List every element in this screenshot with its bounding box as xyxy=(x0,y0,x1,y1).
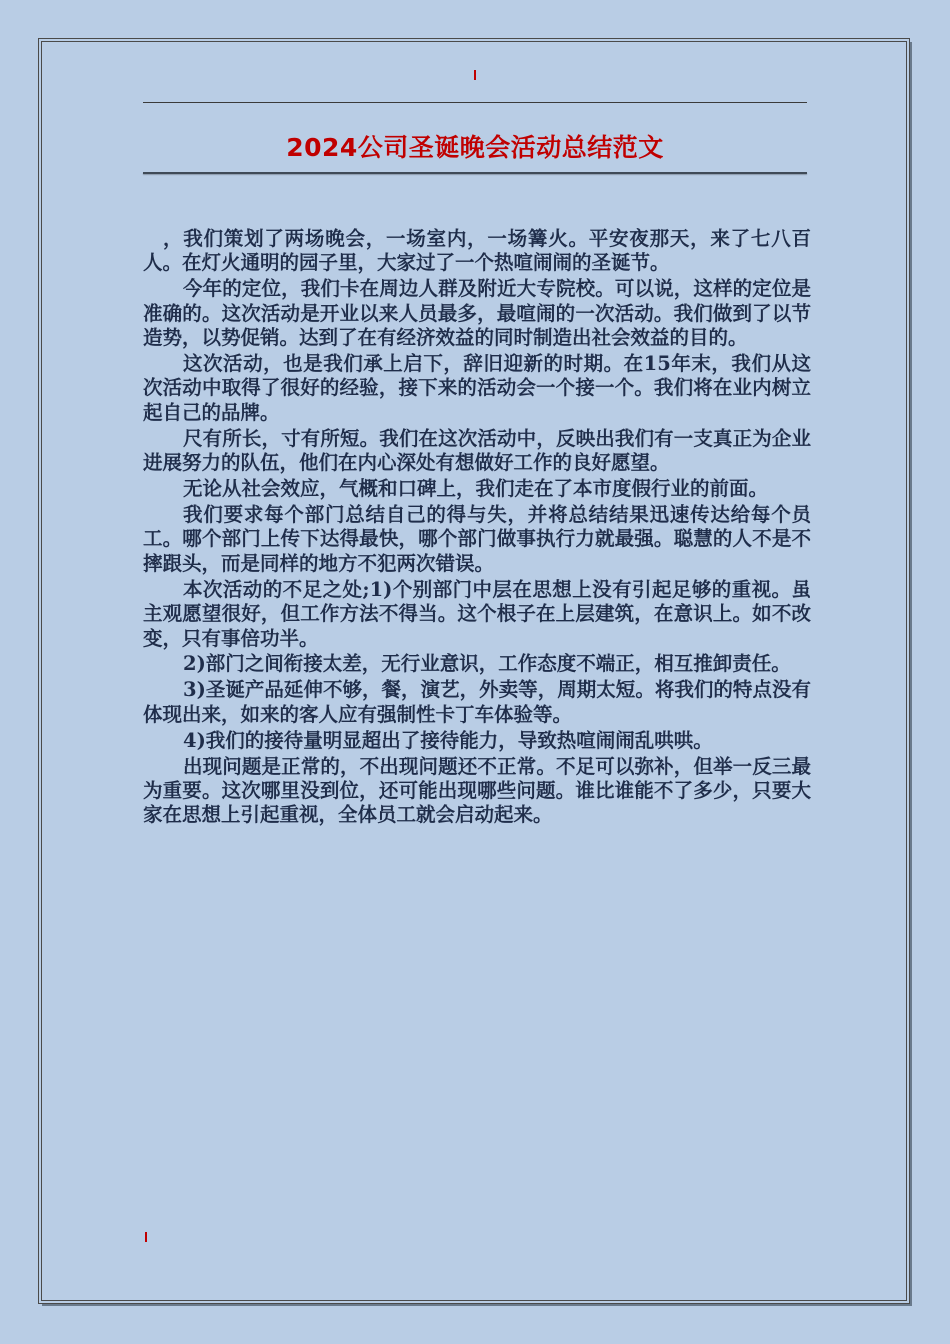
paragraph: 本次活动的不足之处;1)个别部门中层在思想上没有引起足够的重视。虽主观愿望很好，但工作方法不得当。这个根子在上层建筑，在意识上。如不改变，只有事倍功半。 xyxy=(143,577,811,650)
header-cursor-mark xyxy=(474,70,476,80)
document-body xyxy=(143,227,811,829)
paragraph: ，我们策划了两场晚会，一场室内，一场篝火。平安夜那天，来了七八百人。在灯火通明的园子里，大家过了一个热喧闹闹的圣诞节。 xyxy=(143,227,811,275)
paragraph: 4)我们的接待量明显超出了接待能力，导致热喧闹闹乱哄哄。 xyxy=(183,728,713,752)
document-title: 2024公司圣诞晚会活动总结范文 xyxy=(286,133,664,162)
paragraph: 尺有所长，寸有所短。我们在这次活动中，反映出我们有一支真正为企业进展努力的队伍，他们在内心深处有想做好工作的良好愿望。 xyxy=(143,426,811,475)
paragraph: 我们要求每个部门总结自己的得与失，并将总结结果迅速传达给每个员工。哪个部门上传下达得最快，哪个部门做事执行力就最强。聪慧的人不是不摔跟头，而是同样的地方不犯两次错误。 xyxy=(143,502,811,575)
paragraph: 今年的定位，我们卡在周边人群及附近大专院校。可以说，这样的定位是准确的。这次活动是开业以来人员最多，最喧闹的一次活动。我们做到了以节造势，以势促销。达到了在有经济效益的同时制造出社会效益的目的。 xyxy=(143,277,811,350)
header-rule xyxy=(143,102,807,103)
paragraph: 无论从社会效应，气概和口碑上，我们走在了本市度假行业的前面。 xyxy=(183,477,769,501)
paragraph: 3)圣诞产品延伸不够，餐，演艺，外卖等，周期太短。将我们的特点没有体现出来，如来的客人应有强制性卡丁车体验等。 xyxy=(143,678,811,726)
title-underline-rule xyxy=(143,172,807,174)
paragraph: 这次活动，也是我们承上启下，辞旧迎新的时期。在15年末，我们从这次活动中取得了很好的经验，接下来的活动会一个接一个。我们将在业内树立起自己的品牌。 xyxy=(143,352,811,424)
paragraph: 2)部门之间衔接太差，无行业意识，工作态度不端正，相互推卸责任。 xyxy=(183,652,791,676)
paragraph: 出现问题是正常的，不出现问题还不正常。不足可以弥补，但举一反三最为重要。这次哪里没到位，还可能出现哪些问题。谁比谁能不了多少，只要大家在思想上引起重视，全体员工就会启动起来。 xyxy=(143,754,811,827)
footer-cursor-mark xyxy=(145,1232,147,1242)
